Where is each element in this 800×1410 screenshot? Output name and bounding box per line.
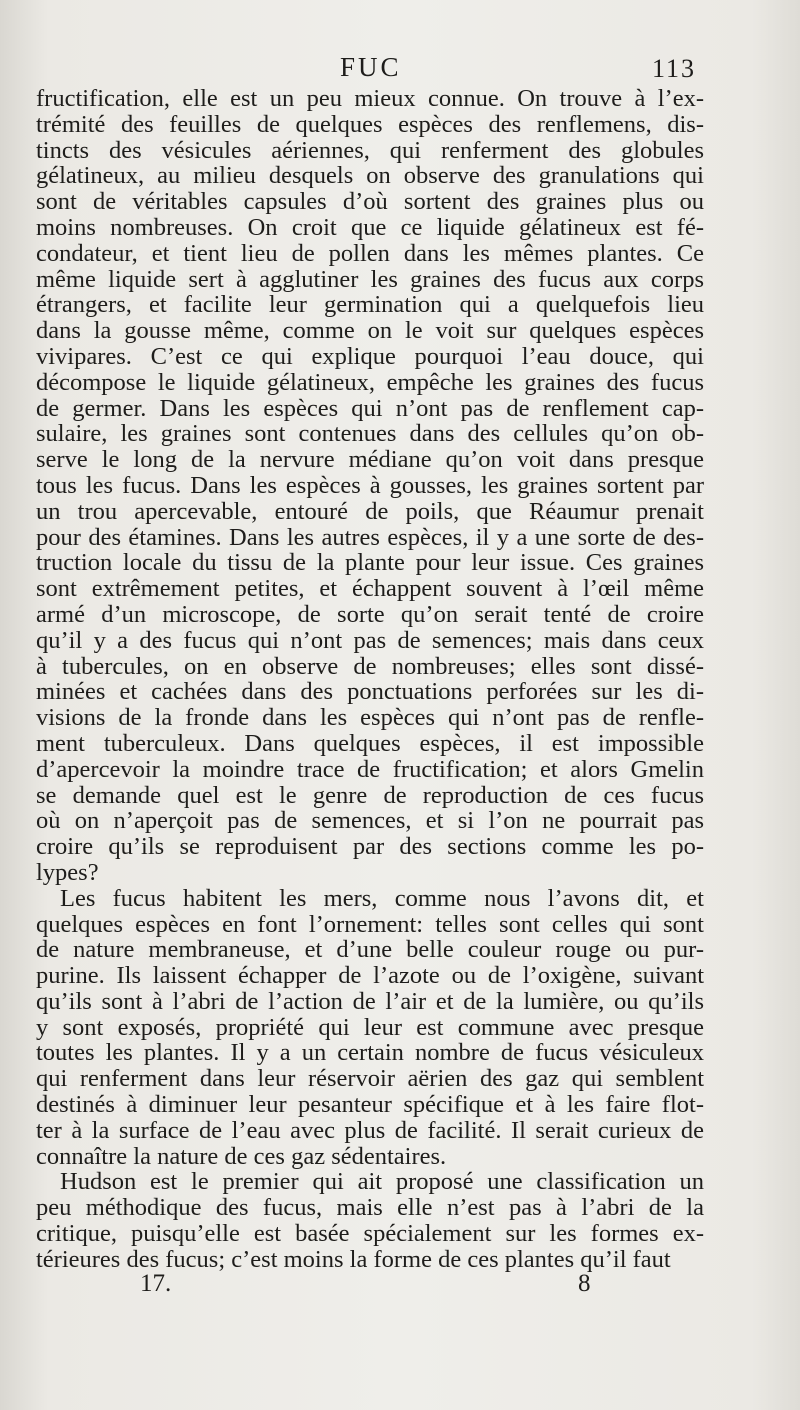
body-text (36, 86, 704, 1273)
text-line: de nature membraneuse, et d’une belle couleur rouge ou pur- (36, 936, 704, 964)
text-line: ter à la surface de l’eau avec plus de facilité. Il serait curieux de (36, 1116, 704, 1144)
text-line: truction locale du tissu de la plante pour leur issue. Ces graines (36, 549, 704, 577)
signature-mark: 17. (140, 1270, 172, 1297)
text-line: ment tuberculeux. Dans quelques espèces, il est impossible (36, 729, 704, 757)
text-line: de germer. Dans les espèces qui n’ont pas de renflement cap- (36, 394, 704, 422)
text-line: lypes? (36, 858, 99, 886)
text-line: connaître la nature de ces gaz sédentaires. (36, 1142, 447, 1170)
text-line: Les fucus habitent les mers, comme nous l’avons dit, et (60, 884, 704, 912)
text-line: décompose le liquide gélatineux, empêche les graines des fucus (36, 368, 704, 396)
page-footer (0, 1270, 800, 1310)
running-head: FUC (340, 52, 402, 82)
text-line: où on n’aperçoit pas de semences, et si l’on ne pourrait pas (36, 807, 704, 835)
text-line: minées et cachées dans des ponctuations perforées sur les di- (36, 678, 704, 706)
text-line: d’apercevoir la moindre trace de fructification; et alors Gmelin (36, 755, 704, 783)
text-line: même liquide sert à agglutiner les graines des fucus aux corps (36, 265, 704, 293)
text-line: fructification, elle est un peu mieux connue. On trouve à l’ex- (36, 85, 704, 112)
text-line: tincts des vésicules aériennes, qui renferment des globules (36, 136, 704, 164)
text-line: visions de la fronde dans les espèces qui n’ont pas de renfle- (36, 704, 704, 732)
text-line: un trou apercevable, entouré de poils, que Réaumur prenait (36, 497, 704, 525)
text-line: qu’ils sont à l’abri de l’action de l’air et de la lumière, ou qu’ils (36, 987, 704, 1015)
text-line: peu méthodique des fucus, mais elle n’est pas à l’abri de la (36, 1194, 704, 1222)
text-line: destinés à diminuer leur pesanteur spécifique et à les faire flot- (36, 1091, 704, 1119)
text-line: pour des étamines. Dans les autres espèces, il y a une sorte de des- (36, 523, 704, 551)
text-line: térieures des fucus; c’est moins la forme de ces plantes qu’il faut (36, 1245, 671, 1273)
text-line: qui renferment dans leur réservoir aërien des gaz qui semblent (36, 1065, 704, 1093)
text-line: tous les fucus. Dans les espèces à gousses, les graines sortent par (36, 471, 704, 499)
text-line: Hudson est le premier qui ait proposé une classification un (60, 1168, 704, 1196)
text-line: à tubercules, on en observe de nombreuses; elles sont dissé- (36, 652, 704, 680)
text-line: quelques espèces en font l’ornement: telles sont celles qui sont (36, 910, 704, 938)
text-line: condateur, et tient lieu de pollen dans les mêmes plantes. Ce (36, 239, 704, 267)
text-line: sulaire, les graines sont contenues dans des cellules qu’on ob- (36, 420, 704, 448)
text-line: gélatineux, au milieu desquels on observe des granulations qui (36, 162, 704, 190)
text-line: étrangers, et facilite leur germination qui a quelquefois lieu (36, 291, 704, 319)
text-line: vivipares. C’est ce qui explique pourquoi l’eau douce, qui (36, 342, 704, 370)
text-line: sont extrêmement petites, et échappent souvent à l’œil même (36, 575, 704, 603)
text-line: moins nombreuses. On croit que ce liquide gélatineux est fé- (36, 213, 704, 241)
text-line: y sont exposés, propriété qui leur est commune avec presque (36, 1013, 704, 1041)
text-line: trémité des feuilles de quelques espèces des renflemens, dis- (36, 110, 704, 138)
page-number: 113 (651, 54, 696, 83)
text-line: armé d’un microscope, de sorte qu’on serait tenté de croire (36, 600, 704, 628)
text-line: sont de véritables capsules d’où sortent des graines plus ou (36, 188, 704, 216)
text-line: se demande quel est le genre de reproduction de ces fucus (36, 781, 704, 809)
gathering-mark: 8 (578, 1270, 591, 1297)
text-line: toutes les plantes. Il y a un certain nombre de fucus vésiculeux (36, 1039, 704, 1067)
text-line: dans la gousse même, comme on le voit sur quelques espèces (36, 317, 704, 345)
text-line: purine. Ils laissent échapper de l’azote ou de l’oxigène, suivant (36, 962, 704, 990)
text-line: critique, puisqu’elle est basée spécialement sur les formes ex- (36, 1220, 704, 1248)
text-line: serve le long de la nervure médiane qu’on voit dans presque (36, 446, 704, 474)
text-line: croire qu’ils se reproduisent par des sections comme les po- (36, 833, 704, 861)
text-line: qu’il y a des fucus qui n’ont pas de semences; mais dans ceux (36, 626, 704, 654)
